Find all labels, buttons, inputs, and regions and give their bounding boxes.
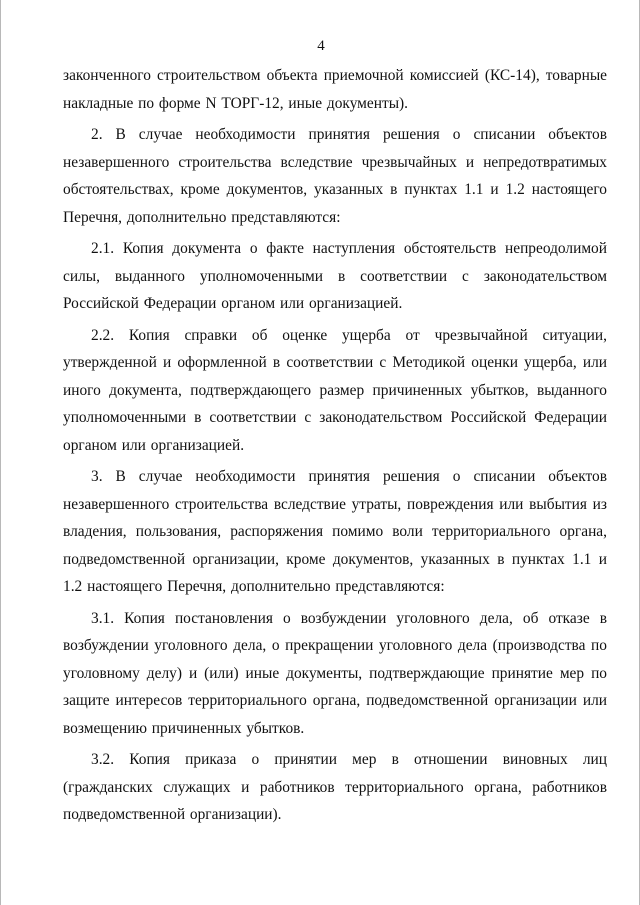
paragraph-item-3-1: 3.1. Копия постановления о возбуждении уголовного дела, об отказе в возбуждении уголовного дела, о прекращении уголовного дела (производства по уголовному делу) и (или) иные документы, подтверждающие принятие мер по защите интересов территориального органа, подведомственной организации или возмещению причиненных убытков. bbox=[63, 609, 607, 737]
paragraph-item-3-2: 3.2. Копия приказа о принятии мер в отношении виновных лиц (гражданских служащих и работников территориального органа, работников подведомственной организации). bbox=[63, 751, 607, 823]
paragraph-continuation: законченного строительством объекта приемочной комиссией (КС-14), товарные накладные по форме N ТОРГ-12, иные документы). bbox=[63, 67, 607, 112]
paragraph-item-3: 3. В случае необходимости принятия решения о списании объектов незавершенного строительства вследствие утраты, повреждения или выбытия из владения, пользования, распоряжения помимо воли территориального органа, подведомственной организации, кроме документов, указанных в пунктах 1.1 и 1.2 настоящего Перечня, дополнительно представляются: bbox=[63, 468, 607, 595]
document-body bbox=[63, 62, 607, 833]
paragraph-item-2: 2. В случае необходимости принятия решения о списании объектов незавершенного строительства вследствие чрезвычайных и непредотвратимых обстоятельствах, кроме документов, указанных в пунктах 1.1 и 1.2 настоящего Перечня, дополнительно представляются: bbox=[63, 126, 607, 226]
paragraph-item-2-1: 2.1. Копия документа о факте наступления обстоятельств непреодолимой силы, выданного уполномоченными в соответствии с законодательством Российской Федерации органом или организацией. bbox=[63, 240, 607, 312]
paragraph-item-2-2: 2.2. Копия справки об оценке ущерба от чрезвычайной ситуации, утвержденной и оформленной в соответствии с Методикой оценки ущерба, или иного документа, подтверждающего размер причиненных убытков, выданного уполномоченными в соответствии с законодательством Российской Федерации органом или организацией. bbox=[63, 326, 607, 454]
page-number: 4 bbox=[317, 38, 325, 54]
